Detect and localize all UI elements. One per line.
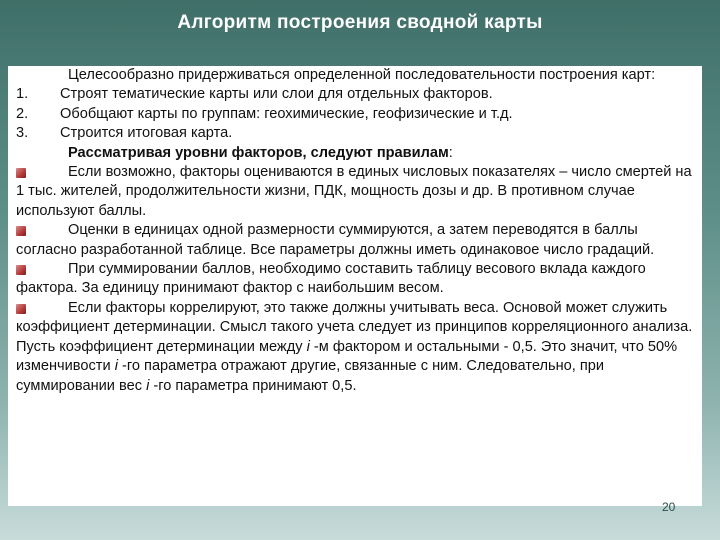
step-number: 3. (16, 125, 29, 142)
rule-item (16, 260, 696, 299)
rule-text-part: -го параметра принимают 0,5. (149, 377, 357, 394)
square-bullet-icon (16, 168, 26, 178)
step-number: 1. (16, 86, 29, 103)
rule-item (16, 299, 696, 396)
rule-text: При суммировании баллов, необходимо составить таблицу весового вклада каждого фактора. За единицу принимают фактор с наибольшим весом. (16, 261, 646, 297)
intro-paragraph: Целесообразно придерживаться определенной последовательности построения карт: (68, 67, 656, 83)
rule-item (16, 221, 696, 260)
page-number: 20 (662, 500, 676, 514)
square-bullet-icon (16, 265, 26, 275)
rule-text-part: -го параметра отражают другие, связанные с ним. Следовательно, при суммировании вес (16, 358, 605, 394)
rule-item (16, 163, 696, 221)
rule-text-part: -м фактором и остальными - 0,5. Это значит, что 50% изменчивости (16, 338, 678, 375)
slide-body (16, 66, 696, 396)
italic-i: i (146, 377, 150, 394)
square-bullet-icon (16, 304, 26, 314)
step-item (16, 124, 696, 143)
rule-text-part: Если факторы коррелируют, это также должны учитывать веса. Основой может служить коэффициент детерминации. Смысл такого учета следует из принципов корреляционного анализа. Пусть коэффициент детерминации между (16, 299, 693, 355)
square-bullet-icon (16, 226, 26, 236)
italic-i: i (114, 358, 118, 375)
step-item (16, 105, 696, 124)
step-item (16, 85, 696, 104)
rules-heading-text: Рассматривая уровни факторов, следуют правилам (68, 144, 449, 161)
step-text: Обобщают карты по группам: геохимические, геофизические и т.д. (60, 105, 513, 122)
rules-heading (16, 144, 696, 163)
slide-title: Алгоритм построения сводной карты (177, 12, 543, 33)
rule-text: Если возможно, факторы оцениваются в единых числовых показателях – число смертей на 1 тыс. жителей, продолжительности жизни, ПДК, мощность дозы и др. В противном случае используют баллы. (16, 164, 692, 219)
italic-i: i (306, 338, 310, 355)
rules-heading-colon: : (448, 144, 453, 161)
step-text: Строят тематические карты или слои для отдельных факторов. (60, 86, 493, 103)
step-number: 2. (16, 105, 29, 122)
step-text: Строится итоговая карта. (60, 125, 233, 142)
content-panel (8, 66, 702, 506)
rule-text: Оценки в единицах одной размерности суммируются, а затем переводятся в баллы согласно разработанной таблице. Все параметры должны иметь одинаковое число градаций. (16, 222, 655, 258)
